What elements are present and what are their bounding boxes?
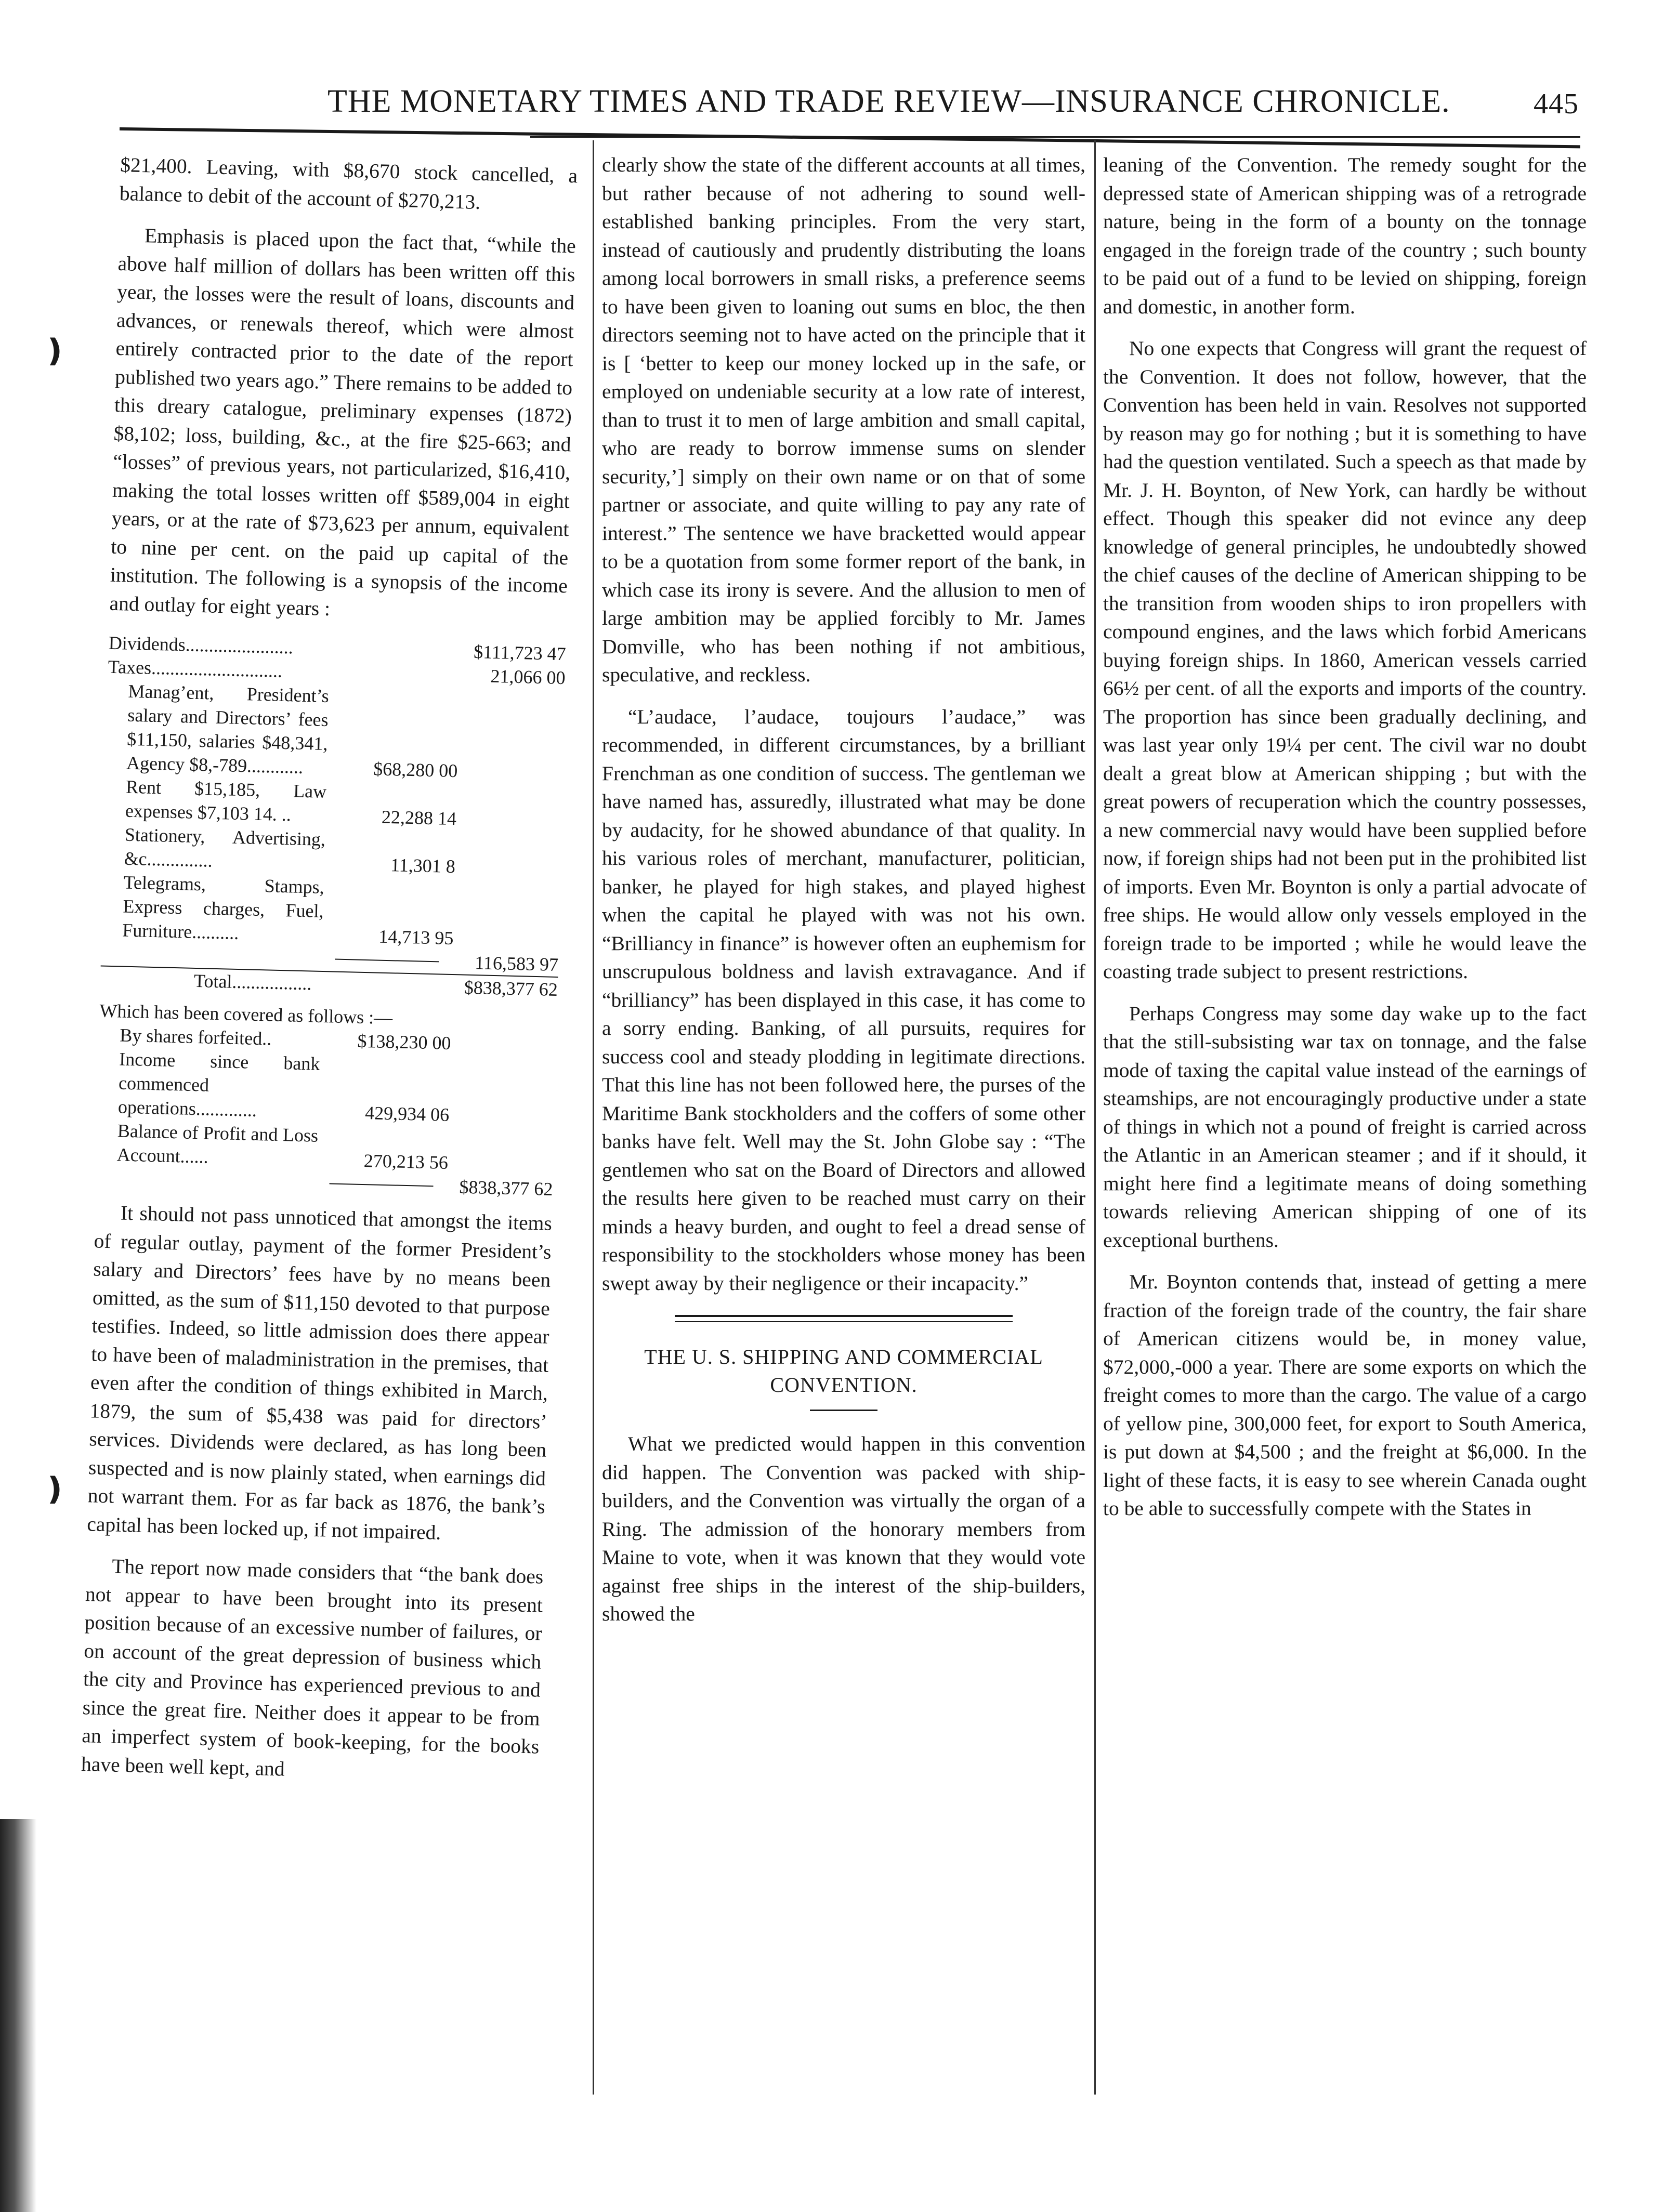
heading-rule (810, 1410, 877, 1411)
binding-mark: ❫ (42, 1471, 68, 1507)
ledger-subvalue: $138,230 00 (357, 1030, 451, 1054)
column-2 (602, 151, 1085, 1642)
paragraph: It should not pass unnoticed that amongst the items of regular outlay, payment of the former President’s salary and Directors’ fees have by no means been omitted, as the sum of $11,150 devoted to that purpose testifies. Indeed, so little admission does there appear to have been of maladministration in the premises, that even after the condition of things exhibited in March, 1879, the sum of $5,438 was paid for directors’ services. Dividends were declared, as has long been suspected and is now plainly stated, when earnings did not warrant them. For as far back as 1876, the bank’s capital has been locked up, if not impaired. (86, 1201, 553, 1544)
ledger-subvalue: 14,713 95 (378, 926, 454, 949)
column-3 (1103, 151, 1587, 1536)
column-divider-1 (593, 140, 594, 2095)
ledger-subvalue: $68,280 00 (373, 758, 458, 782)
ledger-total: $838,377 62 (464, 977, 558, 1000)
column-1 (81, 151, 578, 1803)
ledger-total: $838,377 62 (459, 1176, 553, 1200)
ledger-label: Taxes............................ (108, 656, 283, 681)
paragraph: Emphasis is placed upon the fact that, “while the above half million of dollars has been written off this year, the losses were the result of loans, discounts and advances, or renewals thereof, which were almost entirely contracted prior to the date of the report published two years ago.” There remains to be added to this dreary catalogue, preliminary expenses (1872) $8,102; loss, building, &c., at the fire $25-663; and “losses” of previous years, not particularized, $16,410, making the total losses written off $589,004 in eight years, or at the rate of $73,623 per annum, equivalent to nine per cent. on the paid up capital of the institution. The following is a synopsis of the income and outlay for eight years : (109, 224, 577, 620)
ledger-label: Manag’ent, President’s salary and Directors’ fees $11,150, salaries $48,341, Agency $8,-789............ (126, 680, 330, 778)
ledger-label: By shares forfeited.. (119, 1024, 272, 1049)
paragraph: Perhaps Congress may some day wake up to the fact that the still-subsisting war tax on tonnage, and the false mode of taxing the capital value instead of the earnings of steamships, are not encouragingly productive under a state of things in which not a pound of freight is carried across the Atlantic in an American steamer ; and if it should, it might here find a legitimate means of doing something towards relieving American shipping of one of its exceptional burthens. (1103, 1002, 1587, 1252)
ledger-label: Telegrams, Stamps, Express charges, Fuel, Furniture.......... (122, 872, 325, 943)
ledger-value: $111,723 47 (473, 641, 567, 665)
ledger-subvalue: 11,301 8 (390, 854, 456, 877)
binding-mark: ❫ (42, 333, 68, 369)
journal-title: THE MONETARY TIMES AND TRADE REVIEW—INSURANCE CHRONICLE. (327, 84, 1450, 119)
ledger-value: 21,066 00 (490, 665, 566, 689)
paragraph: $21,400. Leaving, with $8,670 stock cancelled, a balance to debit of the account of $270,213. (119, 153, 578, 214)
paragraph: No one expects that Congress will grant the request of the Convention. It does not follow, however, that the Convention has been held in vain. Resolves not supported by reason may go for nothing ; but it is something to have had the question ventilated. Such a speech as that made by Mr. J. H. Boynton, of New York, can hardly be without effect. Though this speaker did not evince any deep knowledge of general principles, he undoubtedly showed the chief causes of the decline of American shipping to be the transition from wooden ships to iron propellers with compound engines, and the laws which forbid Americans buying foreign ships. In 1860, American vessels carried 66½ per cent. of all the exports and imports of the country. The proportion has since been gradually declining, and was last year only 19¼ per cent. The civil war no doubt dealt a great blow at American shipping ; but with the great powers of recuperation which the country possesses, a new commercial navy would have been supplied before now, if foreign ships had not been put in the prohibited list of imports. Even Mr. Boynton is only a partial advocate of free ships. He would allow only vessels employed in the foreign trade to be imported ; while he would leave the coasting trade subject to present restrictions. (1103, 337, 1587, 983)
section-rule (675, 1321, 1013, 1322)
ledger-label: Stationery, Advertising, &c.............. (124, 824, 326, 871)
ledger-label: Dividends....................... (108, 632, 294, 658)
ledger-label: Rent $15,185, Law expenses $7,103 14. .. (125, 776, 327, 825)
paragraph: The report now made considers that “the bank does not appear to have been brought into its present position because of an excessive number of failures, or on account of the great depression of business which the city and Province has experienced previous to and since the great fire. Neither does it appear to be from an imperfect system of book-keeping, for the books have been well kept, and (81, 1555, 544, 1781)
ledger-label: Income since bank commenced operations............. (117, 1048, 320, 1121)
header-rule (120, 127, 1580, 148)
column-divider-2 (1094, 140, 1096, 2095)
outlay-ledger (100, 631, 567, 1002)
ledger-heading: Which has been covered as follows :— (99, 1000, 393, 1029)
page-edge-shadow (0, 1819, 36, 2212)
ledger-subvalue: 270,213 56 (363, 1150, 449, 1173)
paragraph: clearly show the state of the different accounts at all times, but rather because of not adhering to sound well-established banking principles. From the very start, instead of cautiously and prudently distributing the loans among local borrowers in small risks, a preference seems to have been given to loaning out sums en bloc, the then directors seeming not to have acted on the principle that it is [ ‘better to keep our money locked up in the safe, or employed on undeniable security at a low rate of interest, than to trust it to men of large ambition and small capital, who are ready to borrow immense sums on slender security,’] simply on their own name or on that of some partner or associate, and quite willing to pay any rate of interest.” The sentence we have bracketted would appear to be a quotation from some former report of the bank, in which case its irony is severe. And the allusion to men of large ambition may be applied forcibly to Mr. James Domville, who has been nothing if not ambitious, speculative, and reckless. (602, 153, 1085, 686)
paragraph: Mr. Boynton contends that, instead of getting a mere fraction of the foreign trade of the country, the fair share of American citizens would be, in money value, $72,000,-000 a year. There are some exports on which the freight comes to more than the cargo. The value of a cargo of yellow pine, 300,000 feet, for export to South America, is put down at $4,500 ; and the freight at $6,000. In the light of these facts, it is easy to see wherein Canada ought to be able to successfully compete with the States in (1103, 1270, 1587, 1520)
ledger-row (97, 1046, 556, 1129)
ledger-row (101, 870, 560, 953)
section-heading: THE U. S. SHIPPING AND COMMERCIAL CONVENTION. (644, 1345, 1043, 1397)
header-rule-secondary (530, 136, 1580, 138)
paragraph: What we predicted would happen in this convention did happen. The Convention was packed with ship-builders, and the Convention was virtually the organ of a Ring. The admission of the honorary members from Maine to vote, when it was known that they would vote against free ships in the interest of the ship-builders, showed the (602, 1432, 1085, 1625)
ledger-row (106, 679, 565, 785)
paragraph: “L’audace, l’audace, toujours l’audace,” was recommended, in different circumstances, by a brilliant Frenchman as one condition of success. The gentleman we have named has, assuredly, illustrated what may be done by audacity, for he showed abundance of that quality. In his various roles of merchant, manufacturer, politician, banker, he played for high stakes, and played highest when the capital he played with was not his own. “Brilliancy in finance” is however often an euphemism for unscrupulous boldness and lavish extravagance. And if “brilliancy” has been displayed in this case, it has come to a sorry ending. Banking, of all pursuits, requires for success cool and steady plodding in legitimate directions. That this line has not been followed here, the purses of the Maritime Bank stockholders and the coffers of some other banks have felt. Well may the St. John Globe say : “The gentlemen who sat on the Board of Directors and allowed the results here given to be reached must carry on their minds a heavy burden, and ought to feel a dread sense of responsibility to the stockholders whose money has been swept away by their negligence or their incapacity.” (602, 705, 1085, 1295)
page-number: 445 (1534, 88, 1579, 120)
ledger-total-label: Total................. (193, 970, 312, 994)
section-rule (675, 1315, 1013, 1317)
ledger-subtotal: 116,583 97 (474, 952, 559, 976)
paragraph: leaning of the Convention. The remedy sought for the depressed state of American shipping was of a retrograde nature, being in the form of a bounty on the tonnage engaged in the foreign trade of the country ; such bounty to be paid out of a fund to be levied on shipping, foreign and domestic, in another form. (1103, 153, 1587, 318)
ledger-label: Balance of Profit and Loss Account...... (116, 1120, 319, 1167)
ledger-subvalue: 22,288 14 (381, 806, 457, 830)
covered-ledger (95, 999, 557, 1201)
ledger-subvalue: 429,934 06 (364, 1102, 450, 1125)
